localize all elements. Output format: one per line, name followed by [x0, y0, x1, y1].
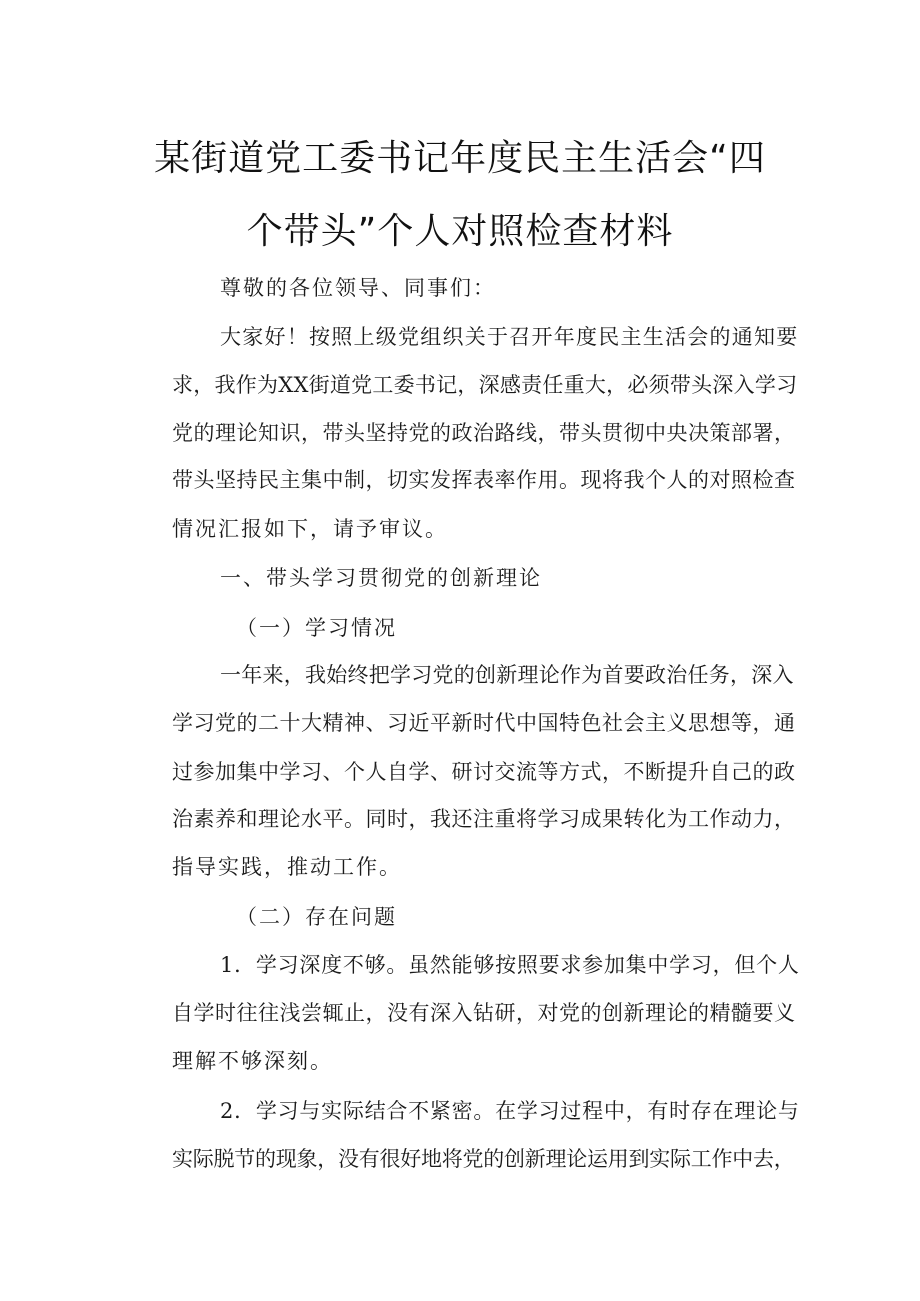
subsection-heading: （二）存在问题: [236, 905, 397, 929]
list-item-line: 1．学习深度不够。虽然能够按照要求参加集中学习，但个人: [220, 953, 800, 977]
paragraph-line: 一年来，我始终把学习党的创新理论作为首要政治任务，深入: [220, 663, 794, 687]
list-item-line: 2．学习与实际结合不紧密。在学习过程中，有时存在理论与: [220, 1099, 800, 1123]
paragraph-line: 情况汇报如下，请予审议。: [172, 517, 448, 541]
paragraph-line: 带头坚持民主集中制，切实发挥表率作用。现将我个人的对照检查: [172, 468, 796, 492]
list-item-line: 自学时往往浅尝辄止，没有深入钻研，对党的创新理论的精髓要义: [172, 1001, 796, 1025]
section-heading: 一、带头学习贯彻党的创新理论: [220, 566, 542, 590]
paragraph-line: 求，我作为XX街道党工委书记，深感责任重大，必须带头深入学习: [172, 373, 798, 397]
document-title-line-1: 某街道党工委书记年度民主生活会“四: [154, 138, 766, 179]
list-item-line: 实际脱节的现象，没有很好地将党的创新理论运用到实际工作中去，: [172, 1147, 795, 1171]
paragraph-line: 大家好！按照上级党组织关于召开年度民主生活会的通知要: [220, 325, 799, 349]
paragraph-line: 治素养和理论水平。同时，我还注重将学习成果转化为工作动力，: [172, 807, 796, 831]
paragraph-line: 指导实践，推动工作。: [172, 855, 402, 879]
paragraph-line: 学习党的二十大精神、习近平新时代中国特色社会主义思想等，通: [172, 711, 796, 735]
paragraph-line: 党的理论知识，带头坚持党的政治路线，带头贯彻中央决策部署，: [172, 421, 796, 445]
salutation: 尊敬的各位领导、同事们：: [220, 276, 496, 300]
paragraph-line: 过参加集中学习、个人自学、研讨交流等方式，不断提升自己的政: [172, 760, 796, 784]
list-item-line: 理解不够深刻。: [172, 1049, 333, 1073]
document-title-line-2: 个带头”个人对照检查材料: [246, 211, 674, 252]
subsection-heading: （一）学习情况: [236, 616, 397, 640]
